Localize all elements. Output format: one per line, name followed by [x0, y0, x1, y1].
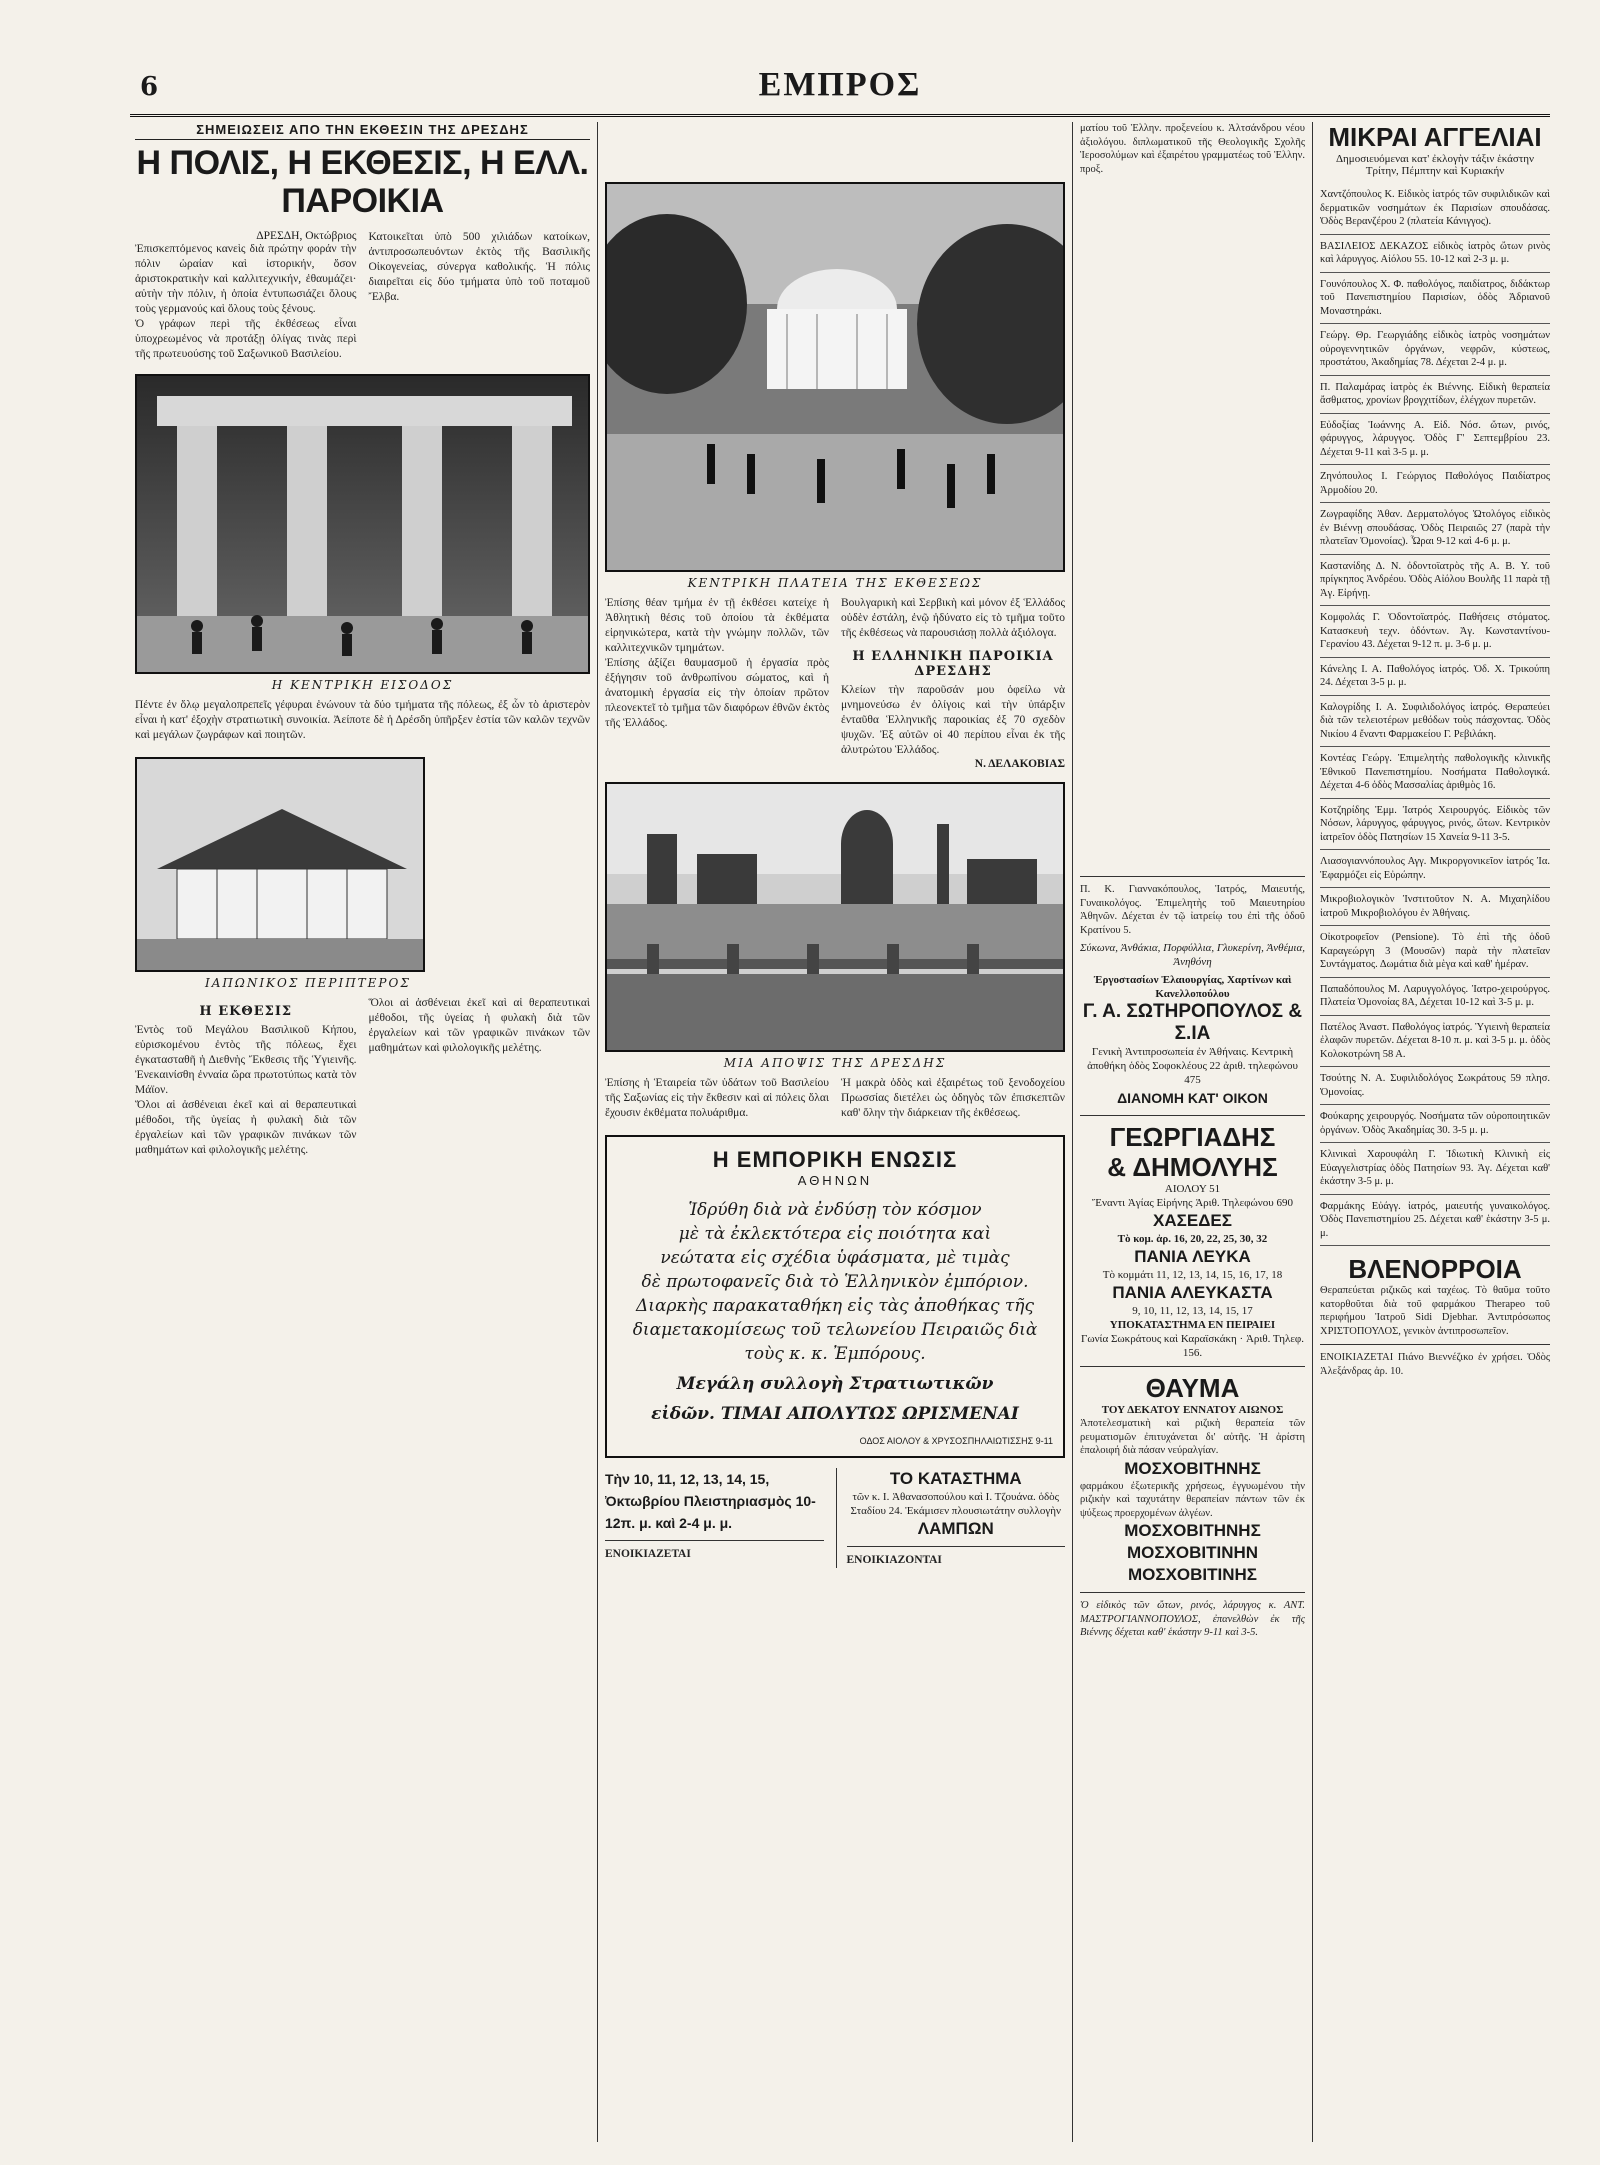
- column-2-text-upper: [605, 596, 1065, 770]
- article-kicker: ΣΗΜΕΙΩΣΕΙΣ ΑΠΟ ΤΗΝ ΕΚΘΕΣΙΝ ΤΗΣ ΔΡΕΣΔΗΣ: [135, 122, 590, 140]
- photo-central-entrance: [135, 374, 590, 674]
- classified-item: Π. Παλαμάρας ἰατρὸς ἐκ Βιέννης. Εἰδικὴ θεραπεία ἄσθματος, χρονίων βρογχιτίδων, ἐλέγχων πυρετῶν.: [1320, 376, 1550, 414]
- branch-label: ΥΠΟΚΑΤΑΣΤΗΜΑ ΕΝ ΠΕΙΡΑΙΕΙ: [1109, 1319, 1276, 1331]
- wonder-text: Ἀποτελεσματικὴ καὶ ριζικὴ θεραπεία τῶν ρευματισμῶν ἐπιτυχάνεται δι' αὐτῆς. Ἡ ἀρίστη ἐπαλοιφή διὰ πάσαν νεύραλγίαν.: [1080, 1418, 1305, 1456]
- masthead: [130, 64, 1550, 114]
- classified-item: Κάνελης Ι. Α. Παθολόγος ἰατρός. Ὁδ. Χ. Τρικούπη 24. Δέχεται 3-5 μ. μ.: [1320, 658, 1550, 696]
- brand-text: φαρμάκου ἐξωτερικῆς χρήσεως, ἐγγυωμένου τὴν ριζικὴν καὶ ταχυτάτην θεραπείαν πάντων τῶν ἐκ ψύξεως προερχομένων ἀλγέων.: [1080, 1480, 1305, 1519]
- ad-address: ΟΔΟΣ ΑΙΟΛΟΥ & ΧΡΥΣΟΣΠΗΛΑΙΩΤΙΣΣΗΣ 9-11: [859, 1436, 1053, 1446]
- header-rule: [130, 114, 1550, 117]
- classified-item: Πατέλος Ἀναστ. Παθολόγος ἰατρός. Ὑγιεινὴ θεραπεία ἐλαφῶν πυρετῶν. Δέχεται 8-10 π. μ. καὶ 3-5 μ. μ. ὁδὸς Κολοκοτρώνη 58 Α.: [1320, 1016, 1550, 1068]
- ad-line: μὲ τὰ ἐκλεκτότερα εἰς ποιότητα καὶ: [678, 1224, 992, 1244]
- paragraph: Ἐπίσης ἡ Ἑταιρεία τῶν ὑδάτων τοῦ Βασιλείου τῆς Σαξωνίας εἰς τὴν ἔκθεσιν καὶ αἱ πόλεις ὅλαι ἔχουσιν ἐκθέματα πολυάριθμα.: [605, 1077, 829, 1119]
- divider: [1080, 1115, 1305, 1116]
- ad-line: νεώτατα εἰς σχέδια ὑφάσματα, μὲ τιμὰς: [660, 1248, 1010, 1268]
- divider: [605, 1540, 824, 1541]
- ad-commercial-union: [605, 1135, 1065, 1458]
- company-text: Γενικὴ Ἀντιπροσωπεία ἐν Ἀθήναις. Κεντρικὴ ἀποθήκη ὁδὸς Σοφοκλέους 22 ἀριθ. τηλεφώνου 475: [1087, 1046, 1298, 1086]
- photo-central-square: [605, 182, 1065, 572]
- classified-item: Καστανίδης Δ. Ν. ὀδοντοϊατρὸς τῆς Α. Β. Υ. τοῦ πρίγκηπος Ἀνδρέου. Ὁδὸς Αἰόλου Βουλῆς 11 παρὰ τῇ Ἁγ. Εἰρήνῃ.: [1320, 555, 1550, 607]
- classified-item: Λιασογιαννόπουλος Αγγ. Μικροργονικεῖον ἰατρός Ἰα. Ἐφαρμόζει εἰς Εὐρώπην.: [1320, 850, 1550, 888]
- photo-caption: Η ΚΕΝΤΡΙΚΗ ΕΙΣΟΔΟΣ: [271, 678, 454, 692]
- classified-item: Κλινικαὶ Χαρουφάλη Γ. Ἰδιωτικὴ Κλινικὴ εἰς Εὐαγγελιστρίας ὁδὸς Πατησίων 93. Ἁγ. Δέχεται καθ' ἑκάστην 3-5 μ. μ.: [1320, 1143, 1550, 1195]
- paragraph: Κλείων τὴν παροῦσάν μου ὀφείλω νὰ μνημονεύσω ἐν ὀλίγοις καὶ τὴν ὑπάρξιν ἐνταῦθα Ἑλληνικῆς παροικίας ἐξ 70 σχεδὸν ψυχῶν. Ἐξ αὐτῶν οἱ 40 περίπου εἶναι ἐκ τῆς ἀλυτρώτου Ἑλλάδος.: [841, 684, 1065, 756]
- column-2-text-lower: [605, 1076, 1065, 1121]
- delivery-label: ΔΙΑΝΟΜΗ ΚΑΤ' ΟΙΚΟΝ: [1117, 1090, 1268, 1106]
- doctor-ad: Π. Κ. Γιαννακόπουλος, Ἰατρός, Μαιευτής, Γυναικολόγος. Ἐπιμελητὴς τοῦ Μαιευτηρίου Ἀθηνῶν. Δέχεται ἐν τῷ ἰατρείῳ του ἐπὶ τῆς ὁδοῦ Κρατίνου 5.: [1080, 884, 1305, 936]
- column-divider: [597, 122, 598, 2142]
- store-product: ΛΑΜΠΩΝ: [917, 1519, 994, 1538]
- paragraph: Ὅλοι αἱ ἀσθένειαι ἐκεῖ καὶ αἱ θεραπευτικαὶ μέθοδοι, τῆς ὑγείας ἡ φυλακὴ διὰ τῶν ἐργαλείων καὶ τῶν γραφικῶν πινάκων τῶν μαθημάτων καὶ φιλολογικῆς μελέτης.: [368, 997, 590, 1054]
- classified-item: Κοτζηρίδης Ἐμμ. Ἰατρός Χειρουργός. Εἰδικὸς τῶν Νόσων, λάρυγγος, φάρυγγος, ρινός, ὤτων. Κεντρικὸν ἰατρεῖον ὁδὸς Πατησίων 15 Χανεία 9-11 3-5.: [1320, 799, 1550, 851]
- paragraph: Ἡ μακρὰ ὁδὸς καὶ ἐξαιρέτως τοῦ ξενοδοχείου Πρωσσίας διετέλει ὡς ὁδηγὸς τῶν ἐπισκεπτῶν καθ' ὅλην τὴν διάρκειαν τῆς ἐκθέσεως.: [841, 1077, 1065, 1119]
- column-2: [605, 122, 1065, 2142]
- paragraph: Ὁ γράφων περὶ τῆς ἐκθέσεως εἶναι ὑποχρεωμένος νὰ προτάξῃ ὀλίγας τινὰς περὶ τῆς πρωτευούσης τοῦ Σαξωνικοῦ Βασιλείου.: [135, 318, 357, 360]
- store-title: ΤΟ ΚΑΤΑΣΤΗΜΑ: [889, 1469, 1022, 1488]
- column-4-classifieds: [1320, 122, 1550, 2142]
- final-notice: ΕΝΟΙΚΙΑΖΕΤΑΙ Πιάνο Βιεννέζικο ἐν χρήσει. Ὁδὸς Ἀλεξάνδρας ἀρ. 10.: [1320, 1352, 1550, 1377]
- paragraph: Κατοικεῖται ὑπὸ 500 χιλιάδων κατοίκων, ἀντιπροσωπευόντων ἐκτὸς τῆς Βασιλικῆς Οἰκογενείας, σύνεργα καθολικής. Ἡ πόλις διαιρεῖται εἰς δύο τμήματα ὑπὸ τοῦ ποταμοῦ Ἔλβα.: [368, 231, 590, 303]
- classified-item: Κοντέας Γεώργ. Ἐπιμελητὴς παθολογικῆς κλινικῆς Ἐθνικοῦ Πανεπιστημίου. Νοσήματα Παθολογικά. Δέχεται 4-6 ὁδὸς Μασσαλίας ἀριθμὸς 16.: [1320, 747, 1550, 799]
- company-name: Γ. Α. ΣΩΤΗΡΟΠΟΥΛΟΣ & Σ.ΙΑ: [1082, 1001, 1303, 1044]
- classified-item: Χαντζόπουλος Κ. Εἰδικὸς ἰατρός τῶν συφιλιδικῶν καὶ δερματικῶν νοσημάτων ἐκ Παρισίων σπουδάσας. Ὁδὸς Βερανζέρου 2 (πλατεία Κάνιγγος).: [1320, 183, 1550, 235]
- signature: Ν. ΔΕΛΑΚΟΒΙΑΣ: [974, 758, 1065, 770]
- branch-address: Γωνία Σωκράτους καὶ Καραϊσκάκη · Ἀριθ. Τηλεφ. 156.: [1080, 1333, 1305, 1359]
- product-name: ΧΑΣΕΔΕΣ: [1153, 1211, 1232, 1230]
- brand-name: ΜΟΣΧΟΒΙΤΗΝΗΣ: [1124, 1521, 1261, 1540]
- paragraph: Ἐπίσης θέαν τμήμα ἐν τῇ ἐκθέσει κατείχε ἡ Ἀθλητικὴ θέσις τοῦ ὁποίου τὰ ἐκθέματα εἰρηνικώτερα, κατὰ τὴν γνώμην πολλῶν, τῶν καλλιτεχνικῶν τμημάτων.: [605, 597, 829, 654]
- ad-line: δὲ πρωτοφανεῖς διὰ τὸ Ἑλληνικὸν ἐμπόριον.: [641, 1272, 1029, 1292]
- divider: [1080, 1592, 1305, 1593]
- wonder-subtitle: ΤΟΥ ΔΕΚΑΤΟΥ ΕΝΝΑΤΟΥ ΑΙΩΝΟΣ: [1101, 1404, 1284, 1416]
- ad-line: Ἱδρύθη διὰ νὰ ἐνδύσῃ τὸν κόσμον: [688, 1200, 982, 1220]
- column-divider: [1072, 122, 1073, 2142]
- classified-item: Φαρμάκης Εὐάγγ. ἰατρός, μαιευτής γυναικολόγος. Ὁδὸς Πανεπιστημίου 25. Δέχεται καθ' ἑκάστην 3-5 μ. μ.: [1320, 1195, 1550, 1247]
- photo-caption: ΙΑΠΩΝΙΚΟΣ ΠΕΡΙΠΤΕΡΟΣ: [205, 976, 411, 990]
- classifieds-title: ΜΙΚΡΑΙ ΑΓΓΕΛΙΑΙ: [1328, 122, 1542, 152]
- store2-address: ΑΙΟΛΟΥ 51: [1164, 1183, 1221, 1195]
- photo-japanese-pavilion-image: [137, 759, 425, 972]
- store2-name: & ΔΗΜΟΛΥΗΣ: [1107, 1152, 1278, 1182]
- classified-item: Κομφολάς Γ. Ὀδοντοϊατρός. Παθήσεις στόματος. Κατασκευὴ τεχν. ὀδόντων. Ἁγ. Κωνσταντίνου-Γερανίου 43. Δέχεται 9-12 π. μ. 3-6 μ. μ.: [1320, 606, 1550, 658]
- section-heading: Η ΕΛΛΗΝΙΚΗ ΠΑΡΟΙΚΙΑ ΔΡΕΣΔΗΣ: [852, 649, 1054, 679]
- ad-line: Διαρκὴς παρακαταθήκη εἰς τὰς ἀποθήκας τῆς διαμετακομίσεως τοῦ τελωνείου Πειραιῶς διὰ τοὺς κ. κ. Ἐμπόρους.: [632, 1296, 1038, 1364]
- classified-item: Γουνόπουλος Χ. Φ. παθολόγος, παιδίατρος, διδάκτωρ τοῦ Πανεπιστημίου Παρισίων, ὁδὸς Ἀδριανοῦ Μοναστηράκι.: [1320, 273, 1550, 325]
- rent-notice: ΕΝΟΙΚΙΑΖΕΤΑΙ: [605, 1548, 691, 1560]
- classified-item: Γεώργ. Θρ. Γεωργιάδης εἰδικὸς ἰατρὸς νοσημάτων οὐρογεννητικῶν ὀργάνων, νεφρῶν, κύστεως, προστάτου, Ἀκαδημίας 78. Δέχεται 2-4 μ. μ.: [1320, 324, 1550, 376]
- classified-item: Οἰκοτροφεῖον (Pensione). Τὸ ἐπὶ τῆς ὁδοῦ Καραγεώργη 3 (Μουσῶν) παρὰ τὴν πλατεῖαν Συντάγματος. Δωμάτια διὰ μὲγα καὶ καθ' ἡμέραν.: [1320, 926, 1550, 978]
- paragraph: Ὅλοι αἱ ἀσθένειαι ἐκεῖ καὶ αἱ θεραπευτικαὶ μέθοδοι, τῆς ὑγείας ἡ φυλακὴ διὰ τῶν ἐργαλείων καὶ τῶν γραφικῶν πινάκων τῶν μαθημάτων καὶ φιλολογικῆς μελέτης.: [135, 1099, 357, 1156]
- blenorrhea-title: ΒΛΕΝΟΡΡΟΙΑ: [1348, 1254, 1522, 1284]
- product-sizes: Τὸ κομμάτι 11, 12, 13, 14, 15, 16, 17, 18: [1102, 1269, 1283, 1281]
- classified-item: Μικροβιολογικὸν Ἰνστιτοῦτον Ν. Α. Μιχαηλίδου ἰατροῦ Μικροβιολόγου ἐν Ἀθήναις.: [1320, 888, 1550, 926]
- classifieds-subtitle: Δημοσιευόμεναι κατ' ἐκλογὴν τάξιν ἑκάστην Τρίτην, Πέμπτην καὶ Κυριακήν: [1335, 153, 1534, 177]
- brand-name: ΜΟΣΧΟΒΙΤΗΝΗΣ: [1124, 1458, 1261, 1478]
- paragraph: Ἐντὸς τοῦ Μεγάλου Βασιλικοῦ Κήπου, εὑρισκομένου ἐντὸς τῆς πόλεως, ἔχει ἐγκατασταθῆ ἡ Διεθνὴς Ἔκθεσις τῆς Ὑγιεινῆς. Ἐνεκαινίσθη ἐνναία ὥρα πρωτοτύπως κατὰ τὸν Μάϊον.: [135, 1024, 357, 1096]
- dateline: ΔΡΕΣΔΗ, Οκτώβριος: [256, 230, 357, 242]
- column-divider: [1312, 122, 1313, 2142]
- classified-item: Ζωγραφίδης Ἀθαν. Δερματολόγος Ὠτολόγος εἰδικὸς ἐν Βιέννῃ σπουδάσας. Ὁδὸς Πειραιῶς 27 (παρὰ τὴν πλατεῖαν Ὁμονοίας). Ὧραι 9-12 καὶ 4-6 μ. μ.: [1320, 503, 1550, 555]
- ad-city: ΑΘΗΝΩΝ: [797, 1173, 873, 1188]
- article-headline: Η ΠΟΛΙΣ, Η ΕΚΘΕΣΙΣ, Η ΕΛΛ. ΠΑΡΟΙΚΙΑ: [136, 144, 589, 220]
- classified-item: Τσούτης Ν. Α. Συφιλιδολόγος Σωκράτους 59 πλησ. Ὁμονοίας.: [1320, 1067, 1550, 1105]
- divider: [1320, 1344, 1550, 1345]
- divider: [1080, 1366, 1305, 1367]
- paper-name: ΕΜΠΡΟΣ: [758, 66, 922, 103]
- classified-item: ΒΑΣΙΛΕΙΟΣ ΔΕΚΑΖΟΣ εἰδικὸς ἰατρὸς ὤτων ρινὸς καὶ λάρυγγος. Αἰόλου 55. 10-12 καὶ 2-3 μ. μ.: [1320, 235, 1550, 273]
- ad-title: Η ΕΜΠΟΡΙΚΗ ΕΝΩΣΙΣ: [712, 1147, 958, 1172]
- ad-line: Μεγάλη συλλογὴ Στρατιωτικῶν: [676, 1374, 994, 1394]
- page-number: 6: [140, 72, 159, 102]
- classified-item: Παπαδόπουλος Μ. Λαρυγγολόγος. Ἰατρο-χειρούργος. Πλατεία Ὁμονοίας 8Α, Δέχεται 10-12 καὶ 3-5 μ. μ.: [1320, 978, 1550, 1016]
- divider: [847, 1546, 1066, 1547]
- photo-central-entrance-image: [137, 376, 590, 674]
- paragraph: Πέντε ἐν ὅλῳ μεγαλοπρεπεῖς γέφυραι ἑνώνουν τὰ δύο τμήματα τῆς πόλεως, ἐξ ὧν τὸ ἀριστερὸν εἶναι ἡ κατ' ἐξοχὴν στρατιωτικὴ συνοικία. Ἀείποτε δὲ ἡ Δρέσδη ὑπῆρξεν ἑστία τῶν καλῶν τεχνῶν καὶ μεγάλων ζωγράφων καὶ ποιητῶν.: [135, 699, 590, 741]
- divider: [1080, 876, 1305, 877]
- article-intro: [135, 230, 590, 362]
- photo-central-square-image: [607, 184, 1065, 572]
- section-heading: Η ΕΚΘΕΣΙΣ: [199, 1004, 293, 1019]
- product-name: ΠΑΝΙΑ ΑΛΕΥΚΑΣΤΑ: [1112, 1283, 1273, 1302]
- column-3: [1080, 122, 1305, 2142]
- product-sizes: 9, 10, 11, 12, 13, 14, 15, 17: [1132, 1305, 1253, 1317]
- classified-item: Εὐδοξίας Ἰωάννης Α. Εἰδ. Νόσ. ὤτων, ρινός, φάρυγγος, λάρυγγος. Ὁδὸς Γ' Σεπτεμβρίου 23. Δέχεται 9-11 καὶ 3-5 μ. μ.: [1320, 414, 1550, 466]
- paragraph: Ἐπίσης ἀξίζει θαυμασμοῦ ἡ ἐργασία πρὸς ἐξήγησιν τοῦ ἀνθρωπίνου σώματος, καὶ ἡ ἀνατομικὴ ἐργασία εἰς τὴν ὁποίαν πρῶτον πλεονεκτεῖ τὸ τμῆμα τῶν διαφόρων ἐθνῶν ἐκτὸς τῆς Ἑλλάδος.: [605, 657, 829, 729]
- auction-notice: Τὴν 10, 11, 12, 13, 14, 15, Ὀκτωβρίου Πλειστηριασμὸς 10-12π. μ. καὶ 2-4 μ. μ.: [605, 1471, 816, 1531]
- photo-caption: ΜΙΑ ΑΠΟΨΙΣ ΤΗΣ ΔΡΕΣΔΗΣ: [723, 1056, 947, 1070]
- final-ad: Ὁ εἰδικὸς τῶν ὤτων, ρινός, λάρυγγος κ. ΑΝΤ. ΜΑΣΤΡΟΓΙΑΝΝΟΠΟΥΛΟΣ, ἐπανελθὼν ἐκ τῆς Βιέννης δέχεται καθ' ἑκάστην 9-11 καὶ 3-5.: [1080, 1600, 1305, 1638]
- rent-notice: ΕΝΟΙΚΙΑΖΟΝΤΑΙ: [846, 1554, 942, 1566]
- paragraph: ματίου τοῦ Ἑλλην. προξενείου κ. Ἀλτσάνδρου νέου ἀξιολόγου. διπλωματικοῦ τῆς Θεολογικῆς Σχολῆς Ἱεροσολύμων καὶ ἐξαιρέτου γραμματέως τοῦ Ἑλλην. προξ.: [1080, 123, 1305, 175]
- classified-item: Καλογρίδης Ι. Α. Συφιλιδολόγος ἰατρός. Θεραπεύει διὰ τῶν τελειοτέρων μεθόδων τοὺς πάσχοντας. Ὁδὸς Νικίου 4 ἔναντι Φαρμακείου Γ. Ρεβιλάκη.: [1320, 696, 1550, 748]
- classified-item: Φούκαρης χειρουργός. Νοσήματα τῶν οὐροποιητικῶν ὀργάνων. Ὁδὸς Ἀκαδημίας 30. 3-5 μ. μ.: [1320, 1105, 1550, 1143]
- classifieds-list: [1320, 183, 1550, 1246]
- exhibition-section: [135, 996, 590, 1158]
- blenorrhea-text: Θεραπεύεται ριζικῶς καὶ ταχέως. Τὸ θαῦμα τοῦτο κατορθοῦται διὰ τοῦ φαρμάκου Therapeo τοῦ περιφήμου Ἰατροῦ Sidi Djebhar. Ἀντιπρόσωπος ΧΡΙΣΤΟΠΟΥΛΟΣ, γενικὸν ἀντιπροσωπεῖον.: [1320, 1285, 1550, 1337]
- column-2-bottom-ads: [605, 1468, 1065, 1568]
- store-text: τῶν κ. Ι. Ἀθανασοπούλου καὶ Ι. Τζουάνα. ὁδὸς Σταδίου 24. Ἐκάμισεν πλουσιωτάτην συλλογὴν: [850, 1491, 1061, 1517]
- wonder-title: ΘΑΥΜΑ: [1145, 1373, 1240, 1403]
- photo-japanese-pavilion: [135, 757, 425, 972]
- product-sizes: Τὸ κομ. ἀρ. 16, 20, 22, 25, 30, 32: [1117, 1233, 1268, 1245]
- ad-line: εἰδῶν. ΤΙΜΑΙ ΑΠΟΛΥΤΩΣ ΩΡΙΣΜΕΝΑΙ: [651, 1404, 1019, 1424]
- photo-caption: ΚΕΝΤΡΙΚΗ ΠΛΑΤΕΙΑ ΤΗΣ ΕΚΘΕΣΕΩΣ: [687, 576, 983, 590]
- paragraph: Ἐπισκεπτόμενος κανεὶς διὰ πρώτην φοράν τὴν πόλιν ὡραίαν καὶ ἱστορικήν, ὅσον ἀριστοκρατικὴν καὶ καλλιτεχνικήν, ἐθαυμάζει· αὐτὴν τὴν πόλιν, ἡ ὁποία ἐντυπωσιάζει ὅλους τοὺς γερμανούς καὶ ὅλους τοὺς ξένους.: [135, 243, 357, 315]
- classified-item: Ζηνόπουλος Ι. Γεώργιος Παθολόγος Παιδίατρος Ἀρμοδίου 20.: [1320, 465, 1550, 503]
- flower-list: Σύκωνα, Ἀνθάκια, Πορφύλλια, Γλυκερίνη, Ἀνθέμια, Ἀνηθόνη: [1080, 942, 1305, 968]
- store2-name: ΓΕΩΡΓΙΑΔΗΣ: [1109, 1122, 1276, 1152]
- product-name: ΠΑΝΙΑ ΛΕΥΚΑ: [1134, 1247, 1251, 1266]
- photo-dresden-view-image: [607, 784, 1065, 1052]
- store2-tel: Ἔναντι Ἁγίας Εἰρήνης Ἀριθ. Τηλεφώνου 690: [1092, 1197, 1293, 1209]
- paragraph: Βουλγαρικὴ καὶ Σερβικὴ καὶ μόνον ἐξ Ἑλλάδος οὐδὲν ἐστάλη, ἐνῷ ἠδύνατο εἰς τὸ τμῆμα τοῦτο τῆς ἐκθέσεως νὰ παρουσιάσῃ πολλὰ ἀξιόλογα.: [841, 597, 1065, 639]
- brand-name: ΜΟΣΧΟΒΙΤΙΝΗΣ: [1127, 1565, 1257, 1584]
- factory-label: Ἐργοστασίων Ἐλαιουργίας, Χαρτίνων καὶ Κανελλοπούλου: [1093, 974, 1292, 1000]
- brand-name: ΜΟΣΧΟΒΙΤΙΝΗΝ: [1126, 1543, 1259, 1562]
- photo-dresden-view: [605, 782, 1065, 1052]
- column-1: [135, 122, 590, 2142]
